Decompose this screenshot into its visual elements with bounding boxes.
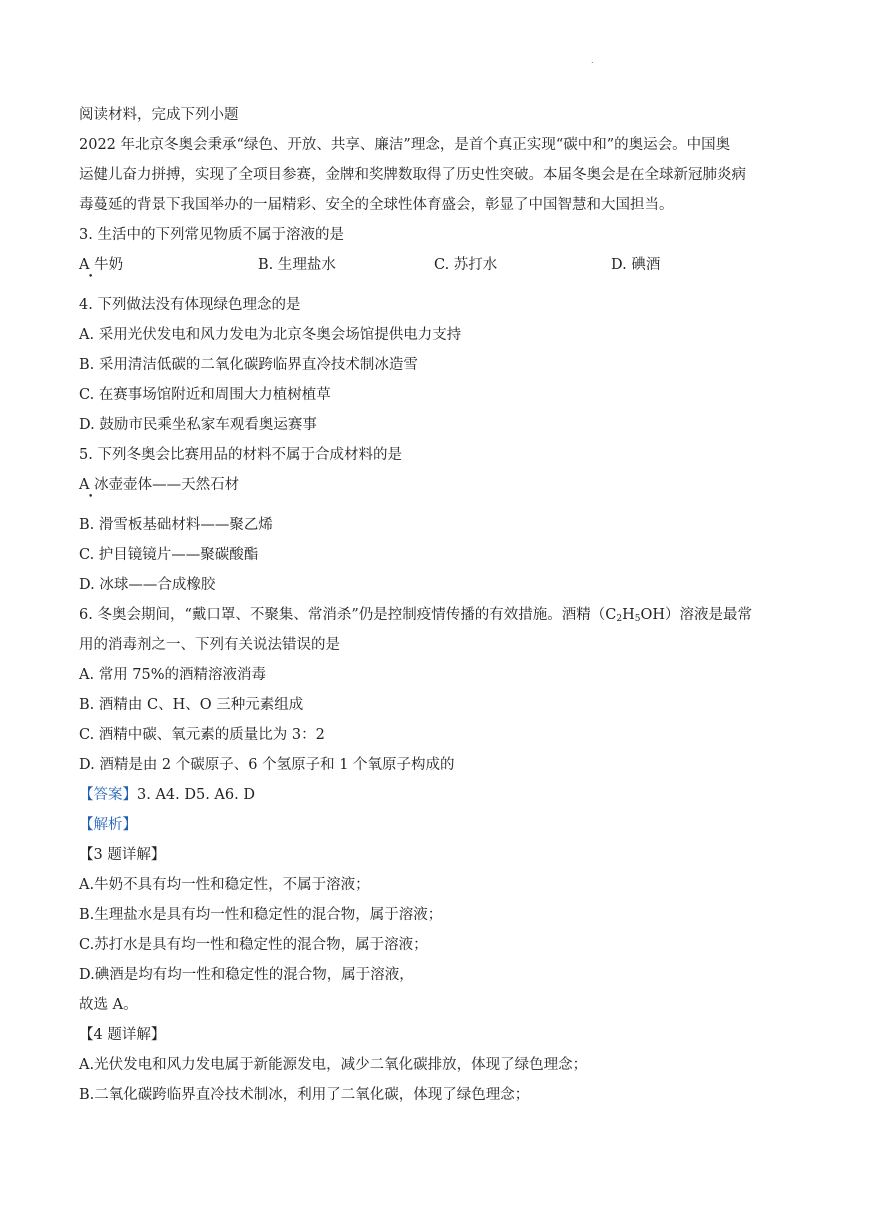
question-5-stem: 5. 下列冬奥会比赛用品的材料不属于合成材料的是	[79, 447, 402, 463]
question-3-option-a: A 牛奶	[79, 257, 124, 273]
question-6-stem-line-2: 用的消毒剂之一、下列有关说法错误的是	[79, 637, 340, 653]
answer-text: 3. A4. D5. A6. D	[137, 787, 255, 803]
question-4-option-c: C. 在赛事场馆附近和周围大力植树植草	[79, 387, 331, 403]
question-4-option-a: A. 采用光伏发电和风力发电为北京冬奥会场馆提供电力支持	[79, 327, 462, 343]
question-3-option-d: D. 碘酒	[611, 257, 661, 273]
intro-paragraph-line-2: 运健儿奋力拼搏，实现了全项目参赛，金牌和奖牌数取得了历史性突破。本届冬奥会是在全球新冠肺炎病	[79, 167, 746, 183]
question-6-option-a: A. 常用 75%的酒精溶液消毒	[79, 667, 267, 683]
answer-label: 【答案】	[79, 787, 137, 803]
question-5-option-c: C. 护目镜镜片——聚碳酸酯	[79, 547, 259, 563]
question-6-option-d: D. 酒精是由 2 个碳原子、6 个氢原子和 1 个氧原子构成的	[79, 757, 455, 773]
question-3-stem: 3. 生活中的下列常见物质不属于溶液的是	[79, 227, 344, 243]
question-4-stem: 4. 下列做法没有体现绿色理念的是	[79, 297, 301, 313]
emphasis-dot: •	[88, 492, 94, 502]
q4-detail-heading: 【4 题详解】	[79, 1027, 166, 1043]
q3-conclusion: 故选 A。	[79, 997, 138, 1013]
question-5-option-a: A 冰壶壶体——天然石材	[79, 477, 240, 493]
question-4-option-b: B. 采用清洁低碳的二氧化碳跨临界直冷技术制冰造雪	[79, 357, 418, 373]
intro-heading: 阅读材料，完成下列小题	[79, 107, 239, 123]
question-4-option-d: D. 鼓励市民乘坐私家车观看奥运赛事	[79, 417, 317, 433]
question-6-option-c: C. 酒精中碳、氧元素的质量比为 3：2	[79, 727, 325, 743]
q4-detail-b: B.二氧化碳跨临界直冷技术制冰，利用了二氧化碳，体现了绿色理念；	[79, 1087, 530, 1103]
question-3-option-c: C. 苏打水	[434, 257, 498, 273]
q3-detail-c: C.苏打水是具有均一性和稳定性的混合物，属于溶液；	[79, 937, 428, 953]
intro-paragraph-line-3: 毒蔓延的背景下我国举办的一届精彩、安全的全球性体育盛会，彰显了中国智慧和大国担当。	[79, 197, 674, 213]
q3-detail-heading: 【3 题详解】	[79, 847, 166, 863]
question-6-option-b: B. 酒精由 C、H、O 三种元素组成	[79, 697, 304, 713]
header-dot: .	[591, 56, 594, 65]
q3-detail-b: B.生理盐水是具有均一性和稳定性的混合物，属于溶液；	[79, 907, 443, 923]
question-5-option-d: D. 冰球——合成橡胶	[79, 577, 216, 593]
question-3-option-b: B. 生理盐水	[258, 257, 336, 273]
question-5-option-b: B. 滑雪板基础材料——聚乙烯	[79, 517, 273, 533]
question-6-stem-line-1: 6. 冬奥会期间，“戴口罩、不聚集、常消杀”仍是控制疫情传播的有效措施。酒精$(C_2H_5OH)$溶液是最常	[79, 607, 753, 624]
analysis-label: 【解析】	[79, 817, 137, 833]
emphasis-dot: •	[88, 272, 94, 282]
q4-detail-a: A.光伏发电和风力发电属于新能源发电，减少二氧化碳排放，体现了绿色理念；	[79, 1057, 588, 1073]
q3-detail-a: A.牛奶不具有均一性和稳定性，不属于溶液；	[79, 877, 370, 893]
answer-line	[79, 785, 255, 805]
q3-detail-d: D.碘酒是均有均一性和稳定性的混合物，属于溶液，	[79, 967, 414, 983]
intro-paragraph-line-1: 2022 年北京冬奥会秉承“绿色、开放、共享、廉洁”理念，是首个真正实现“碳中和”的奥运会。中国奥	[79, 137, 731, 153]
